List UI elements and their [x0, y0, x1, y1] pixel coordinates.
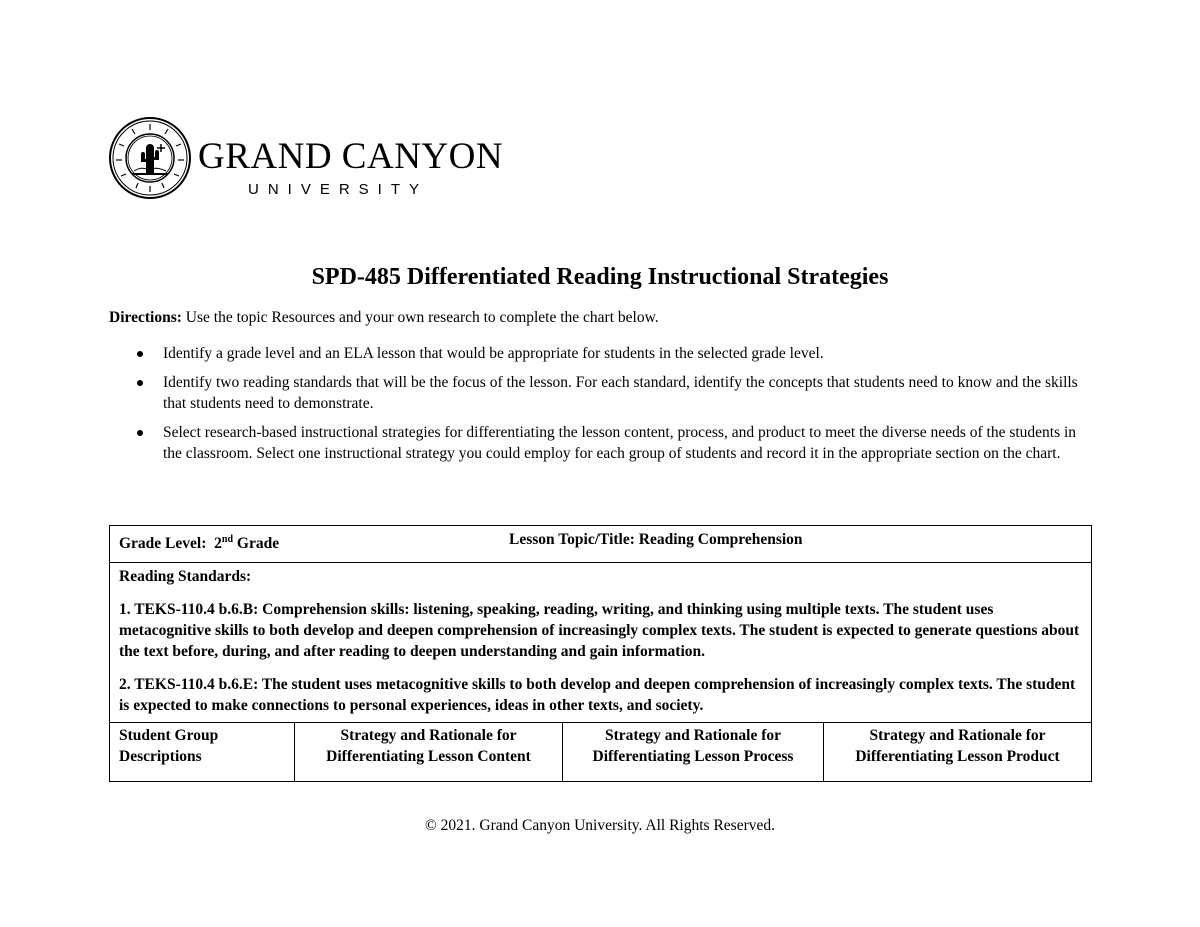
list-item — [109, 422, 1089, 464]
logo-wordmark: GRAND CANYON — [198, 136, 504, 177]
list-item — [109, 343, 1089, 364]
grade-lesson-cell — [110, 526, 1092, 563]
reading-standard-2: 2. TEKS-110.4 b.6.E: The student uses metacognitive skills to both develop and deepen comprehension of increasingly complex texts. The student is expected to make connections to personal experiences, ideas in other texts, and society. — [119, 676, 1076, 714]
column-header-student-group: Student Group Descriptions — [110, 723, 295, 782]
reading-standard-1: 1. TEKS-110.4 b.6.B: Comprehension skills: listening, speaking, reading, writing, and thinking using multiple texts. The student uses metacognitive skills to both develop and deepen comprehension of increasingly complex texts. The student is expected to generate questions about the text before, during, and after reading to deepen understanding and gain information. — [119, 601, 1080, 660]
column-header-product: Strategy and Rationale for Differentiating Lesson Product — [824, 723, 1092, 782]
grade-level-label: Grade Level: — [119, 535, 207, 553]
table-header-row — [110, 723, 1092, 782]
column-header-process: Strategy and Rationale for Differentiating Lesson Process — [563, 723, 824, 782]
lesson-topic: Lesson Topic/Title: Reading Comprehension — [509, 531, 803, 548]
page-title: SPD-485 Differentiated Reading Instructional Strategies — [311, 264, 889, 290]
bullet-text: Identify two reading standards that will be the focus of the lesson. For each standard, identify the concepts that students need to know and the skills that students need to demonstrate. — [163, 374, 1078, 412]
directions — [109, 308, 1089, 328]
bullet-icon — [137, 380, 143, 386]
bullet-icon — [137, 430, 143, 436]
grade-level — [119, 529, 279, 554]
bullet-icon — [137, 351, 143, 357]
directions-label: Directions: — [109, 309, 182, 326]
list-item — [109, 372, 1089, 414]
table-row — [110, 526, 1092, 563]
grade-level-word: Grade — [233, 535, 280, 553]
grade-level-suffix: nd — [221, 534, 234, 545]
university-seal-icon — [108, 116, 192, 200]
reading-standards-heading: Reading Standards: — [119, 568, 252, 585]
table-row — [110, 563, 1092, 723]
bullet-text: Identify a grade level and an ELA lesson that would be appropriate for students in the selected grade level. — [163, 345, 824, 362]
strategy-chart-table — [109, 525, 1092, 782]
grade-level-number: 2 — [214, 535, 222, 553]
column-header-content: Strategy and Rationale for Differentiating Lesson Content — [295, 723, 563, 782]
copyright-footer: © 2021. Grand Canyon University. All Rights Reserved. — [424, 817, 775, 834]
directions-text: Use the topic Resources and your own research to complete the chart below. — [181, 309, 659, 326]
logo-subwordmark: UNIVERSITY — [248, 181, 429, 198]
university-logo — [108, 116, 504, 204]
directions-bullet-list — [109, 343, 1089, 472]
reading-standards-cell — [110, 563, 1092, 723]
bullet-text: Select research-based instructional strategies for differentiating the lesson content, process, and product to meet the diverse needs of the students in the classroom. Select one instructional strategy you could employ for each group of students and record it in the appropriate section on the chart. — [163, 424, 1077, 462]
